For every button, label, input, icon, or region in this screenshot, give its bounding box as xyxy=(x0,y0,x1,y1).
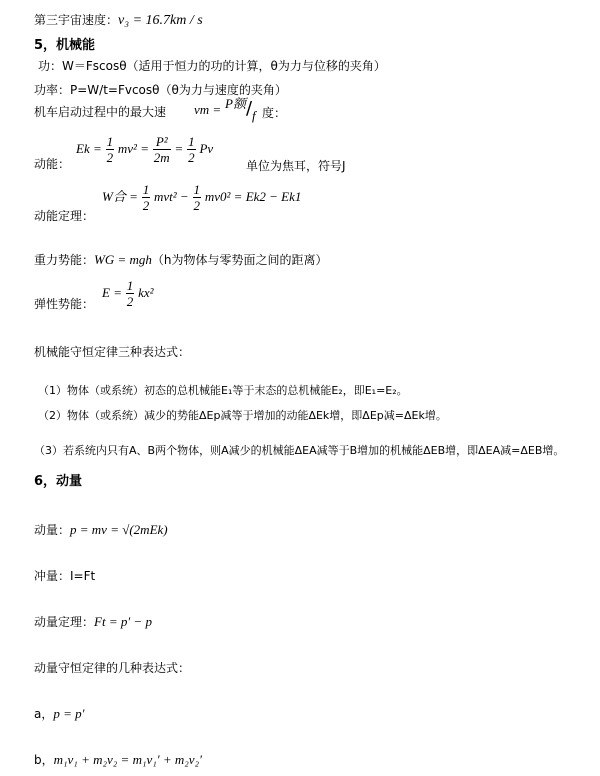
max-velocity-formula: vm = P额/f xyxy=(194,96,256,123)
kinetic-energy-formula xyxy=(76,134,213,165)
momentum-line xyxy=(34,522,168,538)
grav-label: 重力势能： xyxy=(34,253,95,267)
thm-mid1: mvt² − xyxy=(154,189,189,204)
expression-a-formula: p = p′ xyxy=(53,706,85,721)
third-cosmic-velocity-line xyxy=(34,12,203,29)
expression-b-formula: m₁v₁ + m₂v₂ = m₁v₁′ + m₂v₂′ xyxy=(53,752,202,767)
section-5-title: 5，机械能 xyxy=(34,38,96,53)
conservation-title: 机械能守恒定律三种表达式： xyxy=(34,345,191,359)
ke-frac1-num: 1 xyxy=(106,134,114,149)
thm-lhs: W合 = xyxy=(102,189,138,204)
expression-a xyxy=(34,706,84,722)
thm-end: mv0² = Ek2 − Ek1 xyxy=(204,189,302,204)
grav-formula: WG = mgh xyxy=(94,252,152,267)
conservation-item-1: （1）物体（或系统）初态的总机械能E₁等于末态的总机械能E₂，即E₁=E₂。 xyxy=(38,384,408,397)
thm-frac2-den: 2 xyxy=(193,198,201,213)
conservation-item-3: （3）若系统内只有A、B两个物体，则A减少的机械能ΔEA减等于B增加的机械能ΔEB增，即ΔEA减=ΔEB增。 xyxy=(34,444,565,457)
work-formula-line: 功：W＝Fscosθ（适用于恒力的功的计算，θ为力与位移的夹角） xyxy=(38,59,386,73)
ke-frac3-num: 1 xyxy=(188,134,195,149)
kinetic-theorem-label: 动能定理： xyxy=(34,209,95,223)
momentum-theorem-formula: Ft = p′ − p xyxy=(94,614,152,629)
kinetic-energy-unit: 单位为焦耳，符号J xyxy=(246,159,346,173)
ke-end: Pv xyxy=(199,141,214,156)
expression-b xyxy=(34,752,202,768)
elastic-lhs: E = xyxy=(102,285,122,300)
momentum-conservation-title: 动量守恒定律的几种表达式： xyxy=(34,661,191,675)
elastic-end: kx² xyxy=(138,285,154,300)
ke-frac1-den: 2 xyxy=(106,150,114,165)
elastic-frac-num: 1 xyxy=(126,278,134,293)
impulse-line: 冲量：I=Ft xyxy=(34,569,96,583)
section-6-title: 6，动量 xyxy=(34,474,83,489)
thm-frac1-num: 1 xyxy=(142,182,150,197)
momentum-theorem-label: 动量定理： xyxy=(34,615,95,629)
ke-mid2: = xyxy=(174,141,184,156)
kinetic-energy-label: 动能： xyxy=(34,157,71,171)
third-cosmic-velocity-label: 第三宇宙速度： xyxy=(34,13,119,27)
momentum-theorem-line xyxy=(34,614,152,630)
power-formula-line: 功率：P=W/t=Fvcosθ（θ为力与速度的夹角） xyxy=(34,83,287,97)
ke-frac2-num: P² xyxy=(153,134,171,150)
kinetic-theorem-formula xyxy=(102,182,301,213)
momentum-formula: p = mv = √(2mEk) xyxy=(70,522,168,537)
max-velocity-denominator: f xyxy=(252,108,256,123)
ke-frac2-den: 2m xyxy=(153,150,170,165)
thm-frac1-den: 2 xyxy=(142,198,150,213)
gravitational-potential-line xyxy=(34,252,328,268)
elastic-potential-formula xyxy=(102,278,154,309)
max-velocity-tail: 度： xyxy=(262,106,287,120)
ke-mid1: mv² = xyxy=(117,141,149,156)
max-velocity-label: 机车启动过程中的最大速 xyxy=(34,105,167,119)
elastic-frac-den: 2 xyxy=(126,294,134,309)
expression-b-label: b， xyxy=(34,753,54,767)
grav-note: （h为物体与零势面之间的距离） xyxy=(151,253,328,267)
conservation-item-2: （2）物体（或系统）减少的势能ΔEp减等于增加的动能ΔEk增，即ΔEp减=ΔEk增。 xyxy=(38,409,447,422)
third-cosmic-velocity-formula: v₃ = 16.7km / s xyxy=(118,13,203,28)
expression-a-label: a， xyxy=(34,707,54,721)
momentum-label: 动量： xyxy=(34,523,71,537)
elastic-potential-label: 弹性势能： xyxy=(34,297,95,311)
max-velocity-line xyxy=(34,104,166,120)
thm-frac2-num: 1 xyxy=(193,182,201,197)
max-velocity-numerator: P额 xyxy=(225,96,246,111)
max-velocity-lhs: vm = xyxy=(194,102,222,117)
ke-lhs: Ek = xyxy=(76,141,102,156)
ke-frac3-den: 2 xyxy=(188,150,195,165)
